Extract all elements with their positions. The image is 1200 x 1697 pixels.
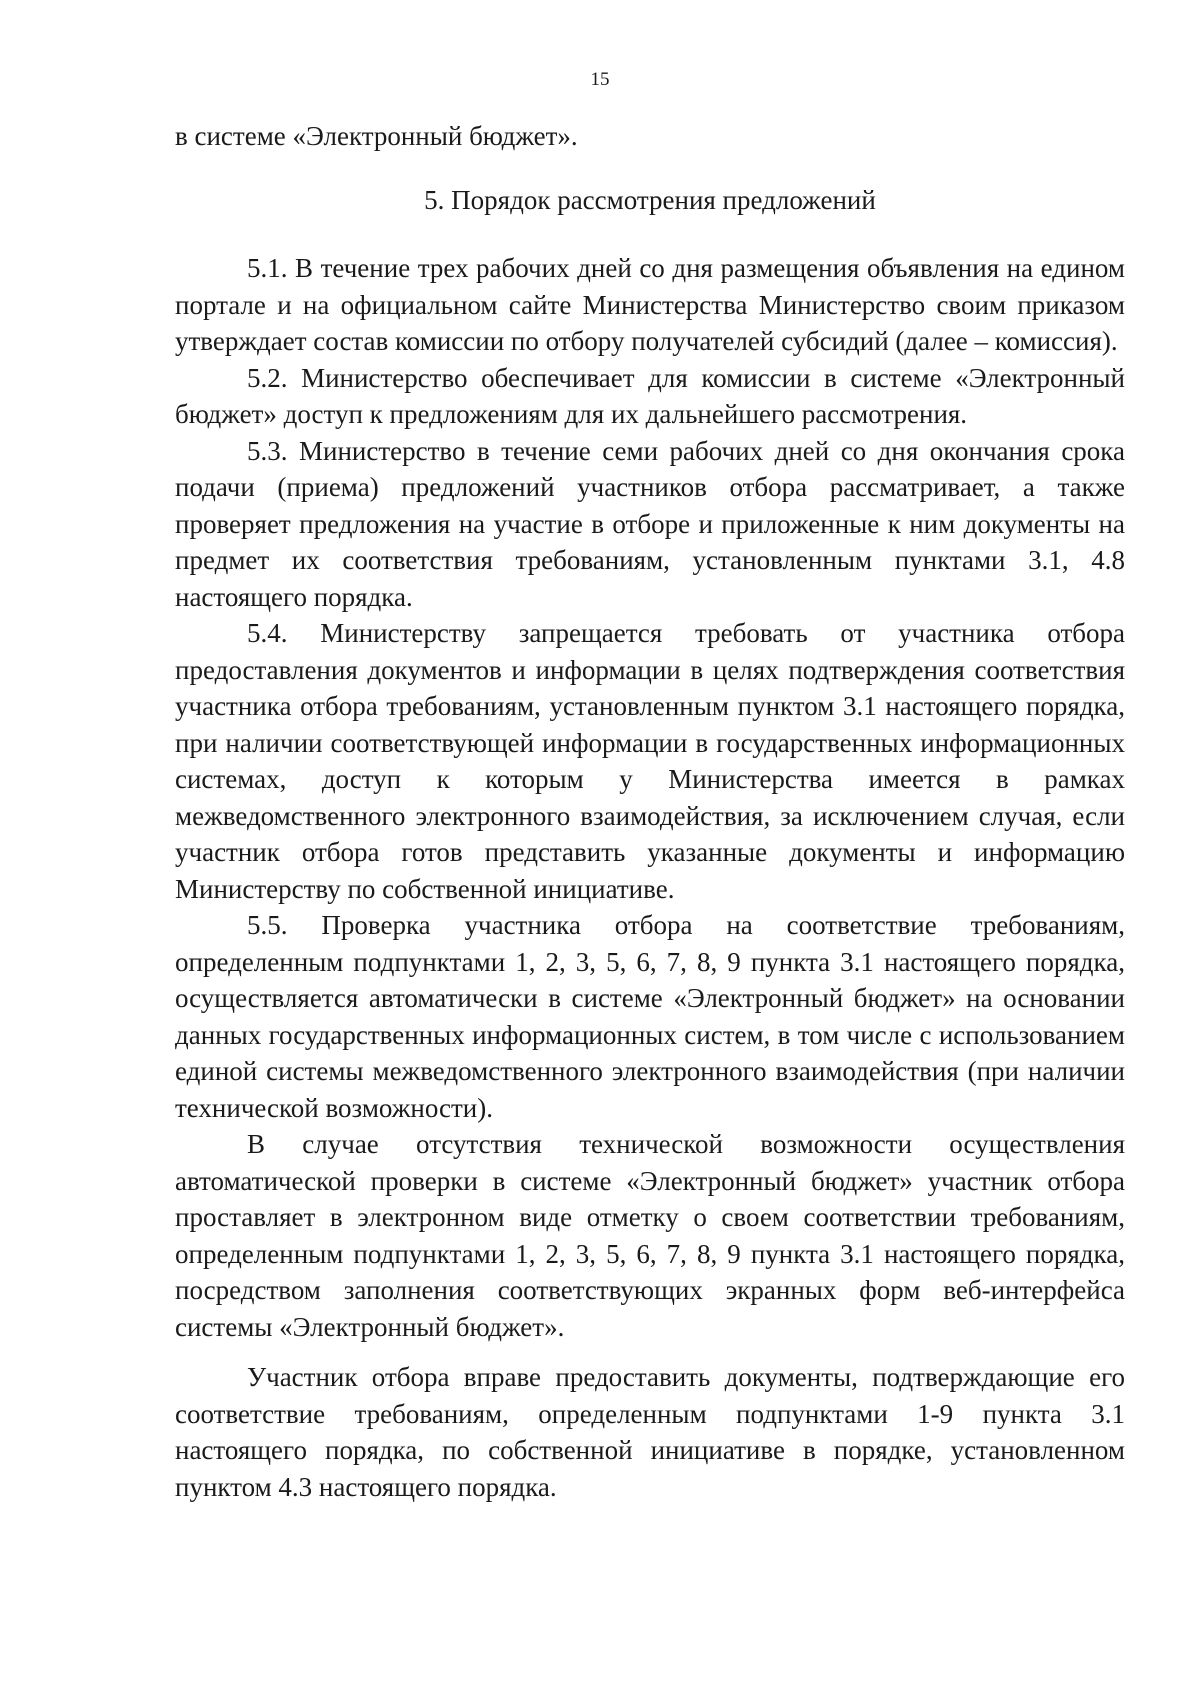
continuation-text: в системе «Электронный бюджет». [175,121,578,151]
paragraph-5-3: 5.3. Министерство в течение семи рабочих дней со дня окончания срока подачи (приема) предложений участников отбора рассматривает, а также проверяет предложения на участие в отборе и приложенные к ним документы на предмет их соответствия требованиям, установленным пунктами 3.1, 4.8 настоящего порядка. [175,435,1125,612]
paragraph-5-5-continued: В случае отсутствия технической возможности осуществления автоматической проверки в системе «Электронный бюджет» участник отбора проставляет в электронном виде отметку о своем соответствии требованиям, определенным подпунктами 1, 2, 3, 5, 6, 7, 8, 9 пункта 3.1 настоящего порядка, посредством заполнения соответствующих экранных форм веб-интерфейса системы «Электронный бюджет». [175,1129,1125,1342]
paragraph-5-2: 5.2. Министерство обеспечивает для комиссии в системе «Электронный бюджет» доступ к предложениям для их дальнейшего рассмотрения. [175,362,1125,429]
paragraph-participant-right: Участник отбора вправе предоставить документы, подтверждающие его соответствие требованиям, определенным подпунктами 1-9 пункта 3.1 настоящего порядка, по собственной инициативе в порядке, установленном пунктом 4.3 настоящего порядка. [175,1362,1125,1502]
section-heading: 5. Порядок рассмотрения предложений [424,184,876,215]
document-body [175,118,1125,1505]
page-number: 15 [590,69,610,90]
paragraph-5-5: 5.5. Проверка участника отбора на соответствие требованиям, определенным подпунктами 1, 2, 3, 5, 6, 7, 8, 9 пункта 3.1 настоящего порядка, осуществляется автоматически в системе «Электронный бюджет» на основании данных государственных информационных систем, в том числе с использованием единой системы межведомственного электронного взаимодействия (при наличии технической возможности). [175,910,1125,1123]
paragraph-5-1: 5.1. В течение трех рабочих дней со дня размещения объявления на едином портале и на официальном сайте Министерства Министерство своим приказом утверждает состав комиссии по отбору получателей субсидий (далее – комиссия). [175,253,1125,356]
paragraph-5-4: 5.4. Министерству запрещается требовать от участника отбора предоставления документов и информации в целях подтверждения соответствия участника отбора требованиям, установленным пунктом 3.1 настоящего порядка, при наличии соответствующей информации в государственных информационных системах, доступ к которым у Министерства имеется в рамках межведомственного электронного взаимодействия, за исключением случая, если участник отбора готов представить указанные документы и информацию Министерству по собственной инициативе. [175,618,1125,904]
